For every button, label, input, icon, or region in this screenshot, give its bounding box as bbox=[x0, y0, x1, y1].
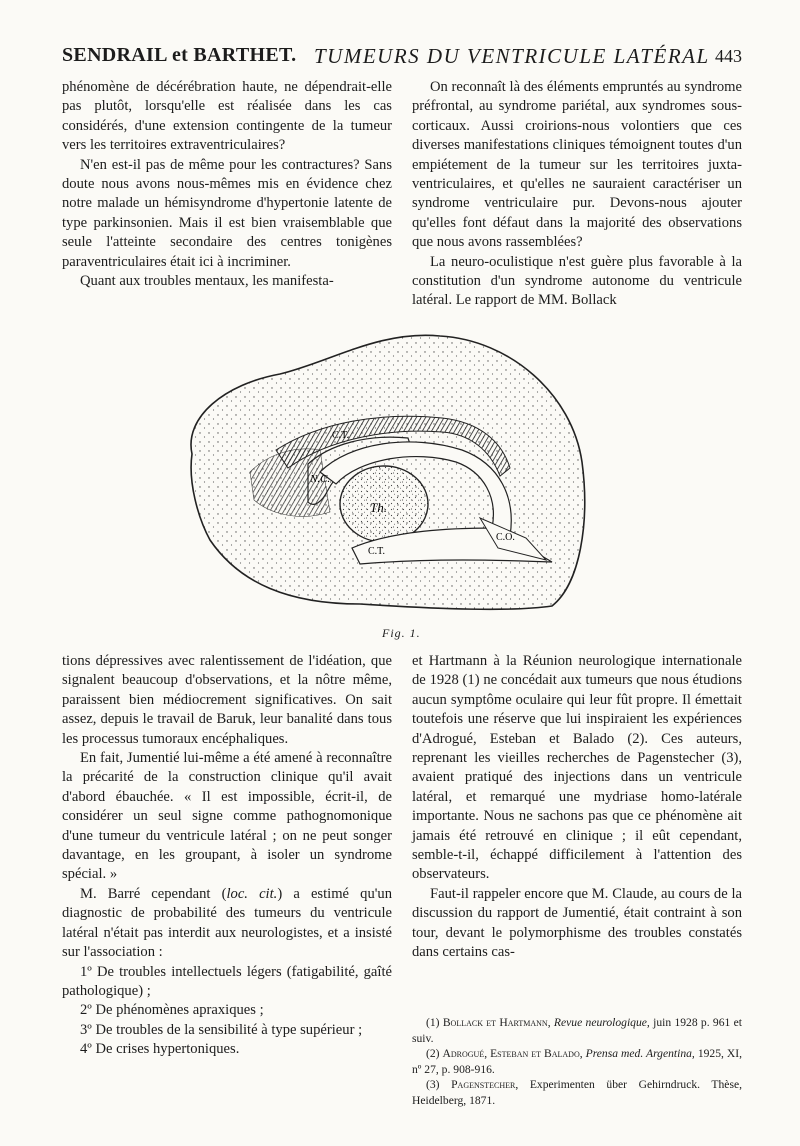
paragraph: Faut-il rappeler encore que M. Claude, au cours de la discussion du rapport de Jumentié, était contraint à son tour, devant le polymorphisme des troubles constatés dans certains cas- bbox=[412, 885, 742, 961]
footnotes bbox=[412, 1015, 742, 1108]
header-title: TUMEURS DU VENTRICULE LATÉRAL bbox=[314, 44, 710, 68]
paragraph: Quant aux troubles mentaux, les manifesta- bbox=[80, 273, 334, 290]
column-top-left bbox=[62, 78, 392, 291]
paragraph: M. Barré cependant (loc. cit.) a estimé qu'un diagnostic de probabilité des tumeurs du ventricule latéral n'était pas interdit aux neurologistes, et a insisté sur l'association : bbox=[62, 885, 392, 961]
paragraph: et Hartmann à la Réunion neurologique internationale de 1928 (1) ne concédait aux tumeurs que nous étudions aucun symptôme oculaire qui leur fût propre. Il émettait toutefois une réserve que lui inspiraient les expériences d'Adrogué, Esteban et Balado (2). Ces auteurs, reprenant les vieilles recherches de Pagenstecher (3), avaient pratiqué des injections dans un ventricule latéral, et remarqué une mydriase homo-latérale importante. Nous ne sachons pas que ce phénomène ait jamais été retrouvé en clinique ; il eût cependant, semble-t-il, échappé difficilement à l'attention des observateurs. bbox=[412, 653, 742, 883]
figure-label: C.O. bbox=[496, 532, 515, 543]
figure-label: Th. bbox=[370, 500, 387, 515]
column-bottom-right bbox=[412, 652, 742, 963]
running-header bbox=[62, 40, 742, 76]
header-authors: SENDRAIL et BARTHET. bbox=[62, 44, 297, 66]
list-item: 4º De crises hypertoniques. bbox=[80, 1041, 240, 1058]
column-top-right bbox=[412, 78, 742, 311]
column-bottom-left bbox=[62, 652, 392, 1060]
list-item: 2º De phénomènes apraxiques ; bbox=[80, 1002, 264, 1019]
brain-section-figure bbox=[180, 322, 600, 622]
paragraph: tions dépressives avec ralentissement de l'idéation, que signalent beaucoup d'observations, et la nôtre même, paraissent bien médiocrement significatives. On sait assez, depuis le travail de Baruk, leur banalité dans tous les processus tumoraux encéphaliques. bbox=[62, 653, 392, 747]
figure-label: C.T. bbox=[332, 430, 350, 441]
figure-caption: Fig. 1. bbox=[382, 626, 421, 640]
list-item: 1º De troubles intellectuels légers (fatigabilité, gaîté pathologique) ; bbox=[62, 963, 392, 999]
page-number: 443 bbox=[715, 46, 742, 66]
footnote: (3) Pagenstecher, Experimenten über Gehirndruck. Thèse, Heidelberg, 1871. bbox=[412, 1078, 743, 1107]
symptom-list bbox=[62, 963, 392, 1060]
paragraph: N'en est-il pas de même pour les contractures? Sans doute nous avons nous-mêmes mis en évidence chez notre malade un hémisyndrome d'hypertonie latente de type parkinsonien. Mais il est bien vraisemblable que seule l'atteinte secondaire des centres tonigènes paraventriculaires était ici à incriminer. bbox=[62, 156, 392, 270]
paragraph: phénomène de décérébration haute, ne dépendrait-elle pas plutôt, lorsqu'elle est réalisée dans les cas considérés, d'une extension contingente de la tumeur vers les territoires extraventriculaires? bbox=[62, 79, 392, 154]
footnote: (1) Bollack et Hartmann, Revue neurologique, juin 1928 p. 961 et suiv. bbox=[412, 1016, 742, 1045]
figure-label: N.C. bbox=[310, 473, 331, 485]
paragraph: En fait, Jumentié lui-même a été amené à reconnaître la précarité de la construction clinique qu'il avait d'abord ébauchée. « Il est impossible, écrit-il, de considérer un seul signe comme pathognomonique d'une tumeur du ventricule latéral ; on ne peut songer davantage, en les groupant, à isoler un syndrome spécial. » bbox=[62, 750, 392, 883]
list-item: 3º De troubles de la sensibilité à type supérieur ; bbox=[80, 1021, 363, 1038]
brain-section-drawing bbox=[180, 322, 600, 622]
paragraph: La neuro-oculistique n'est guère plus favorable à la constitution d'un syndrome autonome du ventricule latéral. Le rapport de MM. Bollack bbox=[412, 253, 742, 309]
figure-label: C.T. bbox=[368, 546, 386, 557]
paragraph: On reconnaît là des éléments empruntés au syndrome préfrontal, au syndrome pariétal, aux syndromes sous-corticaux. Aussi croirions-nous volontiers que ces diverses manifestations cliniques témoignent toutes d'un empiétement de la tumeur sur les territoires juxta-ventriculaires, et qu'elles ne sauraient caractériser un syndrome ventriculaire pur. Devons-nous ajouter qu'elles font défaut dans la majorité des observations que nous avons rassemblées? bbox=[412, 79, 742, 251]
footnote: (2) Adrogué, Esteban et Balado, Prensa med. Argentina, 1925, XI, nº 27, p. 908-916. bbox=[412, 1047, 743, 1076]
